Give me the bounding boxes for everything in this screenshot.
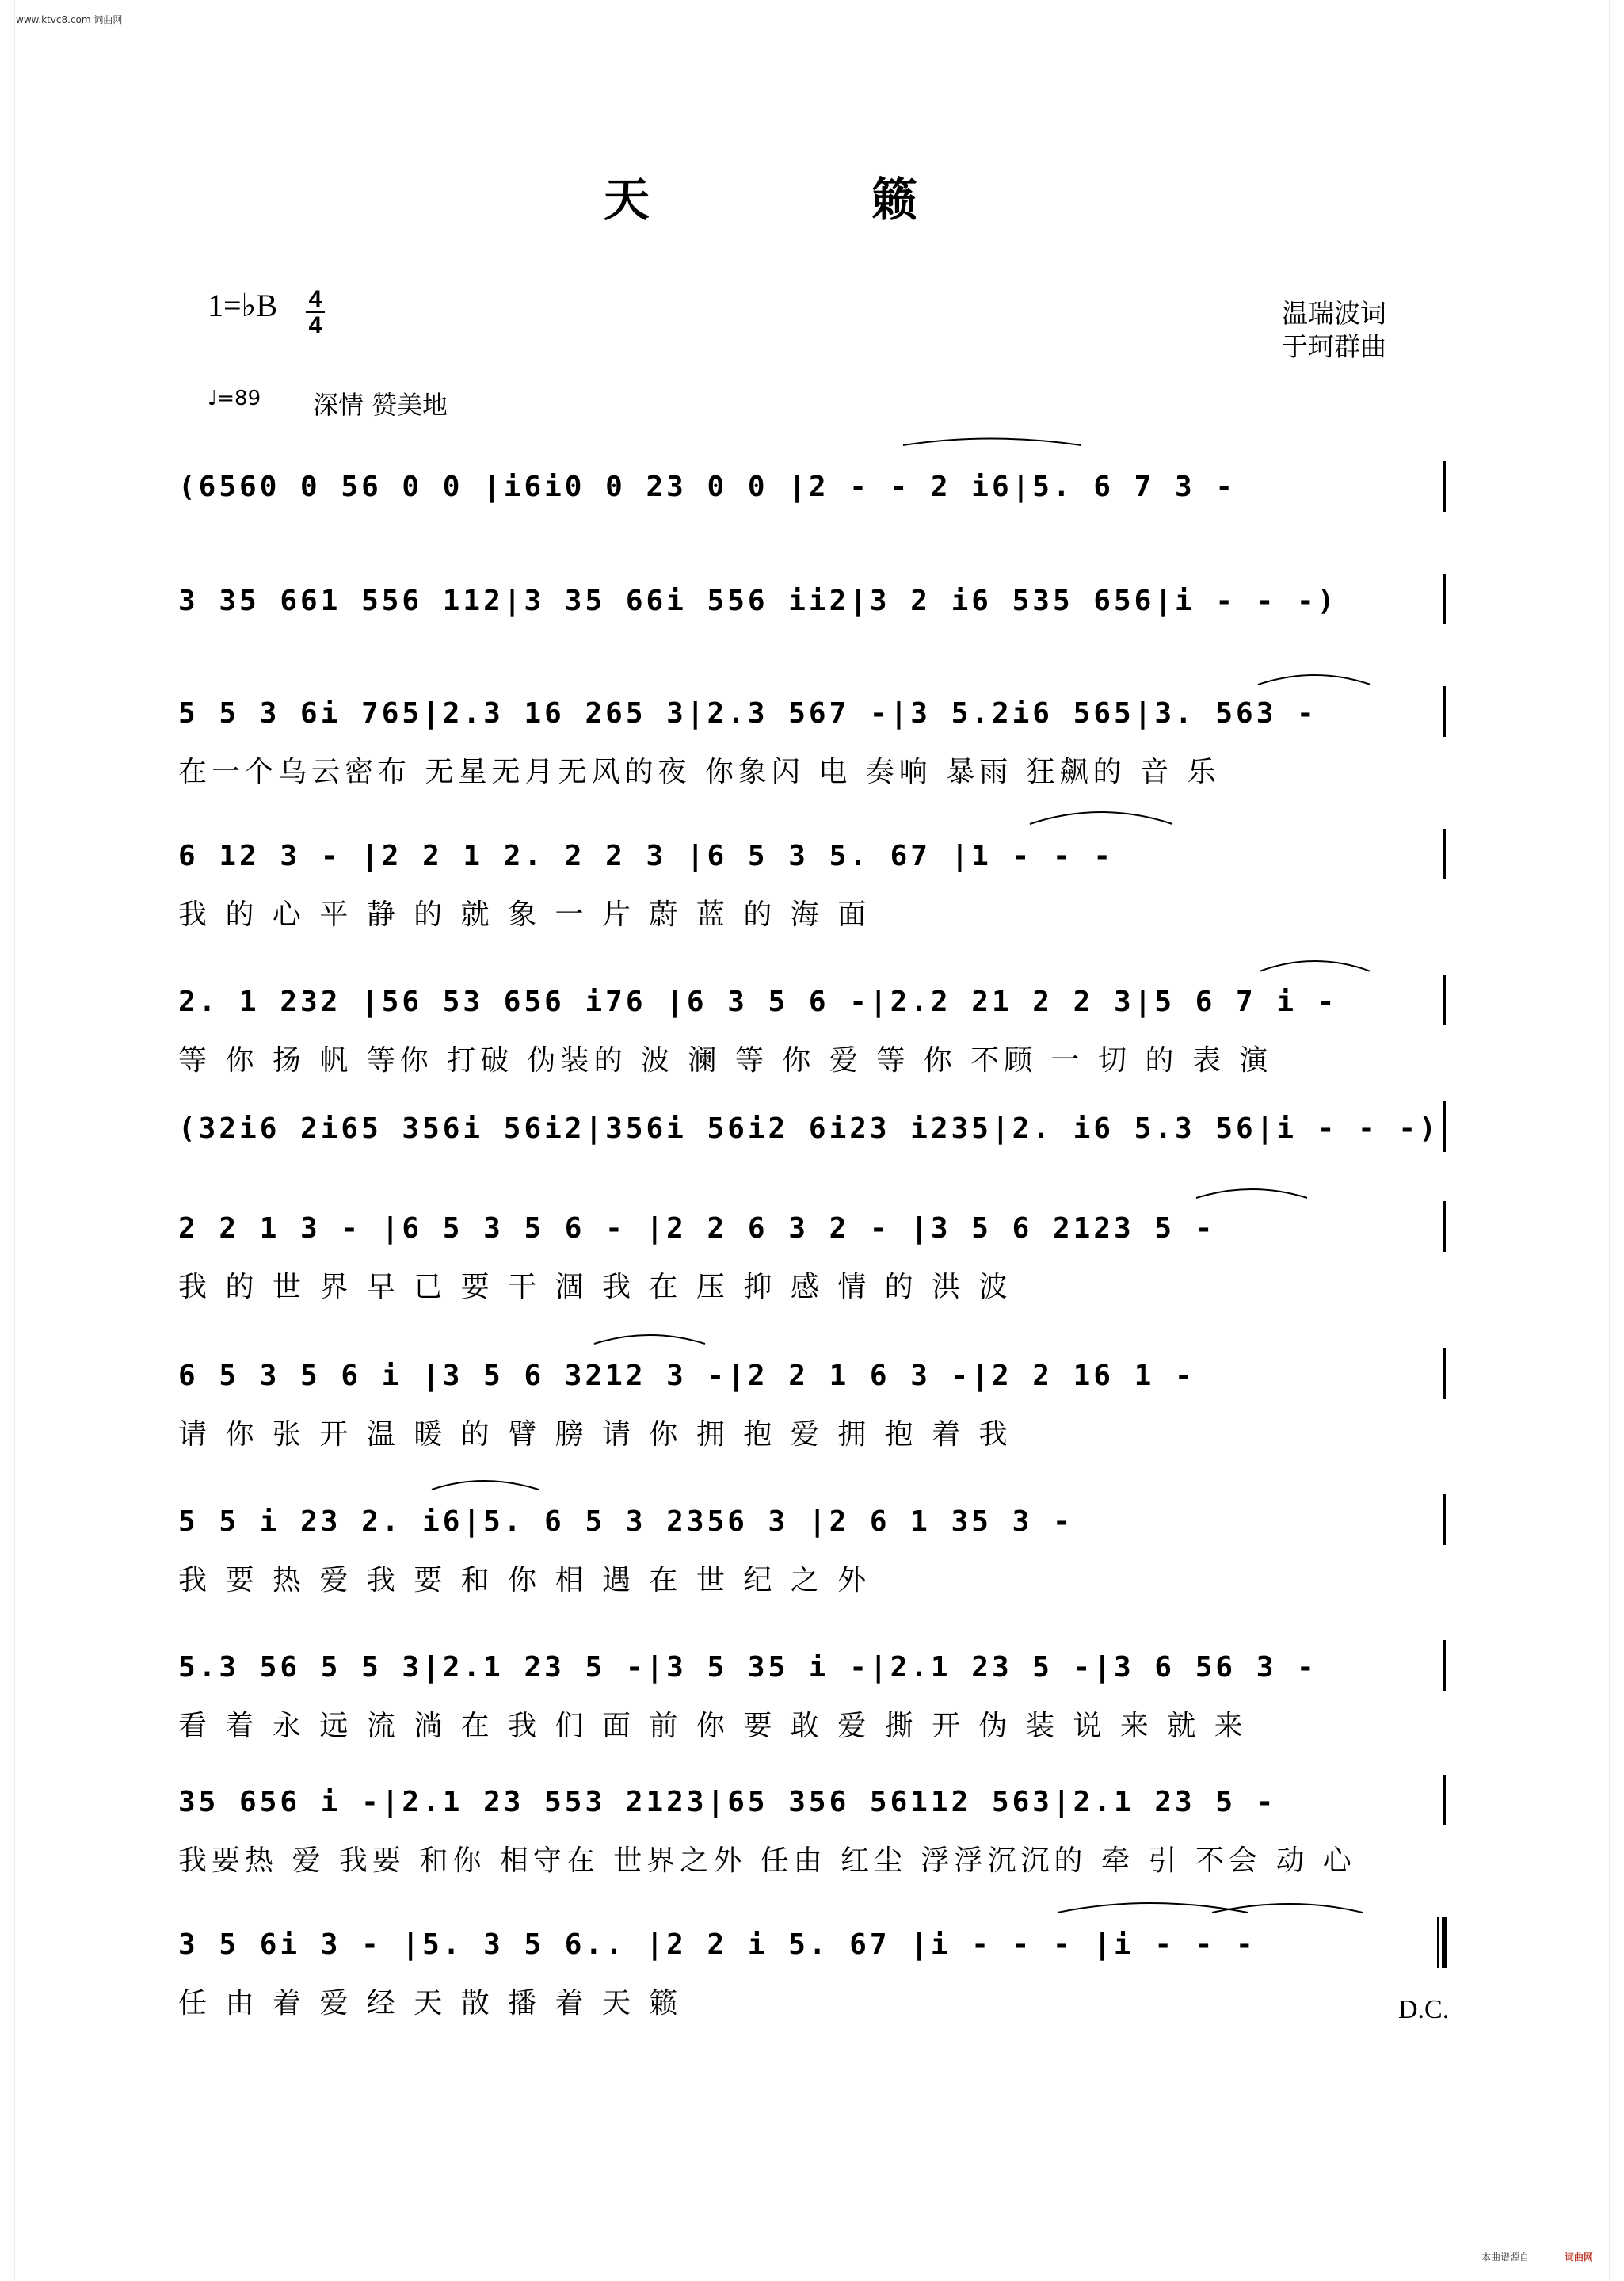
lyrics-line: 看 着 永 远 流 淌 在 我 们 面 前 你 要 敢 爱 撕 开 伪 装 说 来 就 来 [178, 1710, 1248, 1742]
final-barline-thin [1437, 1917, 1439, 1968]
lyrics-line: 我要热 爱 我要 和你 相守在 世界之外 任由 红尘 浮浮沉沉的 牵 引 不会 动 心 [178, 1844, 1356, 1877]
barline [1443, 1775, 1446, 1825]
barline [1443, 1101, 1446, 1152]
slur [1030, 812, 1172, 824]
meter-bottom: 4 [308, 312, 322, 338]
barline [1443, 461, 1446, 512]
barline [1443, 1348, 1446, 1399]
jianpu-notes: 3 5 6i 3 - |5. 3 5 6.. |2 2 i 5. 67 |i - - - |i - - - [178, 1928, 1256, 1961]
slur [1196, 1189, 1307, 1198]
slur [1058, 1903, 1248, 1913]
right-margin-strip [1609, 0, 1624, 2281]
key-signature: 1=♭B [208, 288, 278, 323]
site-url[interactable]: www.ktvc8.com 词曲网 [16, 14, 123, 25]
lyrics-line: 请 你 张 开 温 暖 的 臂 膀 请 你 拥 抱 爱 拥 抱 着 我 [178, 1418, 1012, 1451]
slur [903, 439, 1081, 446]
jianpu-notes: (32i6 2i65 356i 56i2|356i 56i2 6i23 i235|2. i6 5.3 56|i - - -) [178, 1112, 1439, 1145]
slur [1260, 961, 1370, 971]
page-title: 天 籁 [603, 173, 1021, 227]
jianpu-notes: 5.3 56 5 5 3|2.1 23 5 -|3 5 35 i -|2.1 23 5 -|3 6 56 3 - [178, 1651, 1317, 1684]
jianpu-notes: 35 656 i -|2.1 23 553 2123|65 356 56112 563|2.1 23 5 - [178, 1786, 1277, 1818]
jianpu-notes: 5 5 i 23 2. i6|5. 6 5 3 2356 3 |2 6 1 35 3 - [178, 1505, 1073, 1538]
lyrics-line: 我 的 心 平 静 的 就 象 一 片 蔚 蓝 的 海 面 [178, 898, 871, 931]
final-barline-thick [1442, 1917, 1447, 1968]
meter-top: 4 [308, 286, 322, 312]
lyrics-line: 在一个乌云密布 无星无月无风的夜 你象闪 电 奏响 暴雨 狂飙的 音 乐 [178, 756, 1221, 788]
jianpu-notes: 6 5 3 5 6 i |3 5 6 3212 3 -|2 2 1 6 3 -|2 2 16 1 - [178, 1360, 1195, 1392]
jianpu-notes: 2 2 1 3 - |6 5 3 5 6 - |2 2 6 3 2 - |3 5 6 2123 5 - [178, 1212, 1216, 1245]
lyrics-line: 我 的 世 界 早 已 要 干 涸 我 在 压 抑 感 情 的 洪 波 [178, 1271, 1012, 1303]
barline [1443, 1640, 1446, 1691]
jianpu-notes: (6560 0 56 0 0 |i6i0 0 23 0 0 |2 - - 2 i6|5. 6 7 3 - [178, 471, 1237, 503]
source-note: 本曲谱源自 [1481, 2252, 1530, 2263]
jianpu-notes: 3 35 661 556 112|3 35 66i 556 ii2|3 2 i6 535 656|i - - -) [178, 585, 1338, 617]
dc-mark: D.C. [1398, 1995, 1450, 2024]
barline [1443, 1201, 1446, 1252]
lyricist: 温瑞波词 [1282, 299, 1386, 328]
slur [1212, 1904, 1363, 1913]
barline [1443, 574, 1446, 624]
barline [1443, 829, 1446, 879]
slur [594, 1335, 705, 1344]
composer: 于珂群曲 [1282, 332, 1386, 361]
left-margin-strip [0, 0, 15, 2281]
lyrics-line: 任 由 着 爱 经 天 散 播 着 天 籁 [178, 1987, 683, 2020]
lyrics-line: 我 要 热 爱 我 要 和 你 相 遇 在 世 纪 之 外 [178, 1564, 871, 1596]
time-signature [305, 287, 326, 338]
expression-marking: 深情 赞美地 [313, 390, 448, 420]
jianpu-notes: 2. 1 232 |56 53 656 i76 |6 3 5 6 -|2.2 21 2 2 3|5 6 7 i - [178, 986, 1338, 1018]
jianpu-notes: 5 5 3 6i 765|2.3 16 265 3|2.3 567 -|3 5.2i6 565|3. 563 - [178, 697, 1317, 730]
jianpu-notes: 6 12 3 - |2 2 1 2. 2 2 3 |6 5 3 5. 67 |1 - - - [178, 840, 1114, 872]
barline [1443, 686, 1446, 737]
slur [1258, 675, 1370, 685]
lyrics-line: 等 你 扬 帆 等你 打破 伪装的 波 澜 等 你 爱 等 你 不顾 一 切 的 表 演 [178, 1044, 1273, 1077]
brand-logo[interactable]: 词曲网 [1565, 2252, 1594, 2263]
barline [1443, 975, 1446, 1025]
tempo-marking: ♩=89 [208, 387, 261, 410]
slur [432, 1481, 539, 1490]
barline [1443, 1494, 1446, 1545]
